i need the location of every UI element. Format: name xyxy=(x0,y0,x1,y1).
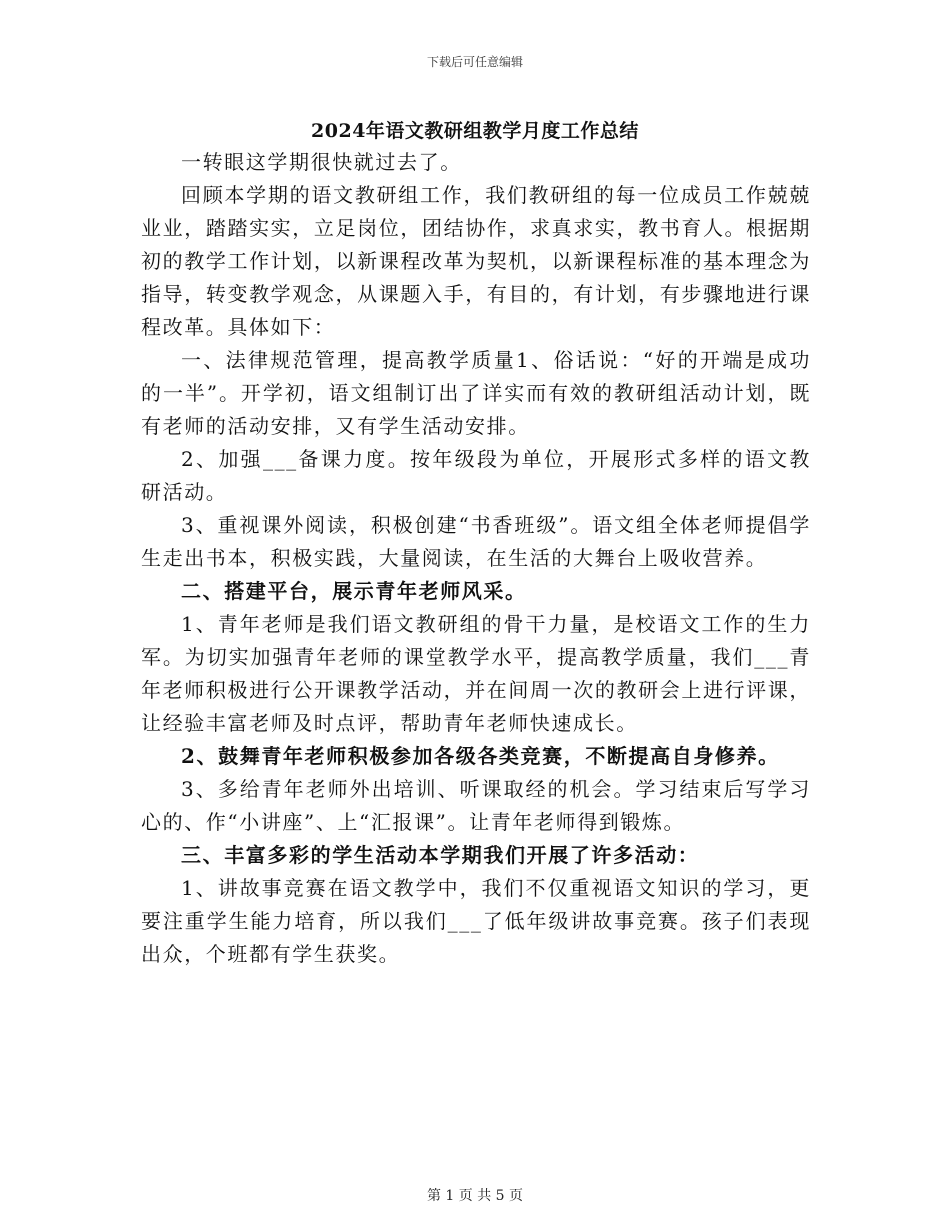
page-number: 第 1 页 共 5 页 xyxy=(426,1188,524,1204)
document-body xyxy=(141,146,811,971)
section-heading: 三、丰富多彩的学生活动本学期我们开展了许多活动： xyxy=(181,843,700,867)
paragraph: 回顾本学期的语文教研组工作，我们教研组的每一位成员工作兢兢业业，踏踏实实，立足岗位，团结协作，求真求实，教书育人。根据期初的教学工作计划，以新课程改革为契机，以新课程标准的基本理念为指导，转变教学观念，从课题入手，有目的，有计划，有步骤地进行课程改革。具体如下： xyxy=(141,183,811,339)
paragraph: 2、加强___备课力度。按年级段为单位，开展形式多样的语文教研活动。 xyxy=(141,447,811,504)
paragraph: 一、法律规范管理，提高教学质量1、俗话说：“好的开端是成功的一半”。开学初，语文组制订出了详实而有效的教研组活动计划，既有老师的活动安排，又有学生活动安排。 xyxy=(141,348,811,438)
section-heading: 2、鼓舞青年老师积极参加各级各类竞赛，不断提高自身修养。 xyxy=(181,744,780,768)
section-heading: 二、搭建平台，展示青年老师风采。 xyxy=(181,579,527,603)
page-header-note: 下载后可任意编辑 xyxy=(426,55,523,69)
paragraph: 一转眼这学期很快就过去了。 xyxy=(181,150,462,174)
paragraph: 1、讲故事竞赛在语文教学中，我们不仅重视语文知识的学习，更要注重学生能力培育，所以我们___了低年级讲故事竞赛。孩子们表现出众，个班都有学生获奖。 xyxy=(141,876,811,966)
paragraph: 3、重视课外阅读，积极创建“书香班级”。语文组全体老师提倡学生走出书本，积极实践，大量阅读，在生活的大舞台上吸收营养。 xyxy=(141,513,811,570)
paragraph: 3、多给青年老师外出培训、听课取经的机会。学习结束后写学习心的、作“小讲座”、上“汇报课”。让青年老师得到锻炼。 xyxy=(141,777,811,834)
paragraph: 1、青年老师是我们语文教研组的骨干力量，是校语文工作的生力军。为切实加强青年老师的课堂教学水平，提高教学质量，我们___青年老师积极进行公开课教学活动，并在间周一次的教研会上进行评课，让经验丰富老师及时点评，帮助青年老师快速成长。 xyxy=(141,612,811,735)
document-title: 2024年语文教研组教学月度工作总结 xyxy=(311,120,639,142)
